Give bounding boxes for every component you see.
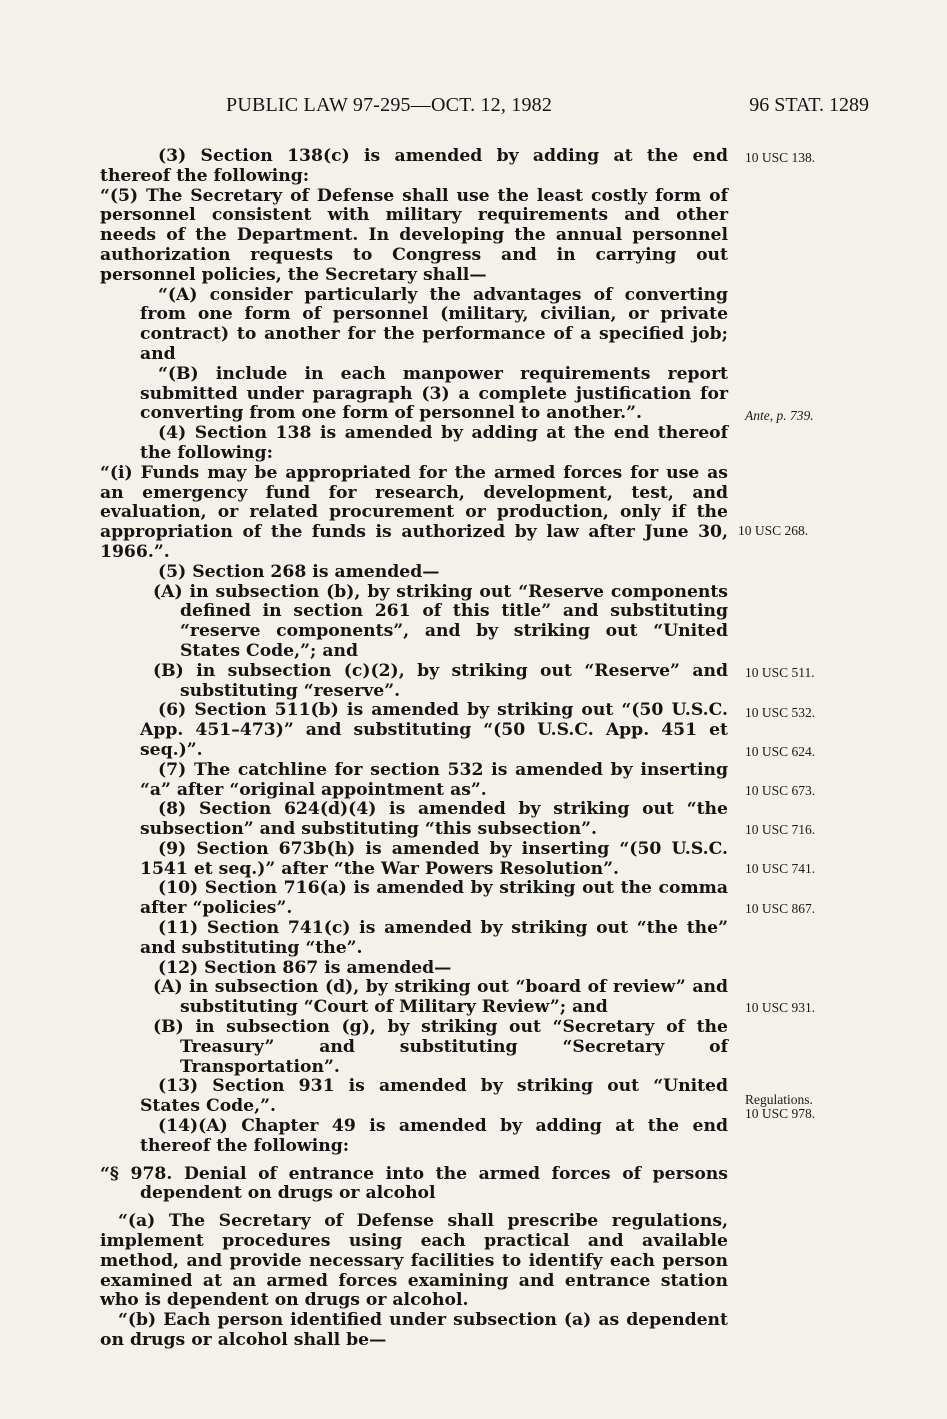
paragraph: (4) Section 138 is amended by adding at the end thereof the following: (140, 423, 728, 463)
margin-note: 10 USC 716. (745, 822, 816, 837)
paragraph: (13) Section 931 is amended by striking out “United States Code,”. (140, 1076, 728, 1117)
body-text (100, 147, 728, 1351)
margin-note: 10 USC 624. (745, 744, 816, 759)
paragraph: (10) Section 716(a) is amended by striking out the comma after “policies”. (140, 878, 728, 919)
paragraph: (7) The catchline for section 532 is amended by inserting “a” after “original appointment as”. (140, 759, 728, 800)
margin-note: 10 USC 511. (745, 665, 815, 680)
margin-note: 10 USC 138. (745, 150, 816, 165)
paragraph: (A) in subsection (d), by striking out “board of review” and substituting “Court of Military Review”; and (153, 977, 728, 1018)
paragraph: “(5) The Secretary of Defense shall use the least costly form of personnel consistent with military requirements and other needs of the Department. In developing the annual personnel authorization requests to Congress and in carrying out personnel policies, the Secretary shall— (100, 185, 728, 285)
paragraph: (11) Section 741(c) is amended by striking out “the the” and substituting “the”. (140, 918, 728, 958)
paragraph: “(b) Each person identified under subsection (a) as dependent on drugs or alcohol shall be— (100, 1310, 728, 1351)
margin-note: 10 USC 978. (745, 1106, 816, 1121)
paragraph: (3) Section 138(c) is amended by adding at the end thereof the following: (100, 146, 728, 186)
page-header-stat: 96 STAT. 1289 (749, 94, 869, 116)
page-header-title: PUBLIC LAW 97-295—OCT. 12, 1982 (226, 94, 553, 116)
margin-note: 10 USC 931. (745, 1000, 816, 1015)
paragraph: (5) Section 268 is amended— (158, 561, 440, 582)
paragraph: (B) in subsection (g), by striking out “Secretary of the Treasury” and substituting “Secretary of Transportation”. (153, 1017, 728, 1077)
paragraph: (14)(A) Chapter 49 is amended by adding at the end thereof the following: (140, 1116, 728, 1156)
margin-note: 10 USC 741. (745, 861, 816, 876)
margin-note: Ante, p. 739. (745, 408, 814, 423)
paragraph: (B) in subsection (c)(2), by striking out “Reserve” and substituting “reserve”. (153, 660, 728, 701)
paragraph: “(a) The Secretary of Defense shall prescribe regulations, implement procedures using each practical and available method, and provide necessary facilities to identify each person examined at an armed forces examining and entrance station who is dependent on drugs or alcohol. (100, 1211, 728, 1311)
paragraph: “(B) include in each manpower requirements report submitted under paragraph (3) a complete justification for converting from one form of personnel to another.”. (140, 363, 728, 424)
section-heading: “§ 978. Denial of entrance into the armed forces of persons dependent on drugs or alcohol (100, 1163, 728, 1204)
paragraph: (9) Section 673b(h) is amended by inserting “(50 U.S.C. 1541 et seq.)” after “the War Powers Resolution”. (140, 838, 728, 879)
paragraph: (12) Section 867 is amended— (158, 957, 452, 978)
margin-note: 10 USC 532. (745, 705, 816, 720)
paragraph: “(i) Funds may be appropriated for the armed forces for use as an emergency fund for research, development, test, and evaluation, or related procurement or production, only if the appropriation of the funds is authorized by law after June 30, 1966.”. (100, 462, 728, 562)
margin-note: Regulations. (745, 1092, 813, 1107)
margin-note: 10 USC 673. (745, 783, 816, 798)
margin-note: 10 USC 268. (738, 523, 809, 538)
paragraph: (8) Section 624(d)(4) is amended by striking out “the subsection” and substituting “this subsection”. (140, 799, 728, 840)
paragraph: “(A) consider particularly the advantages of converting from one form of personnel (military, civilian, or private contract) to another for the performance of a specified job; and (140, 284, 728, 364)
paragraph: (A) in subsection (b), by striking out “Reserve components defined in section 261 of this title” and substituting “reserve components”, and by striking out “United States Code,”; and (153, 581, 728, 661)
margin-note: 10 USC 867. (745, 901, 816, 916)
paragraph: (6) Section 511(b) is amended by striking out “(50 U.S.C. App. 451–473)” and substituting “(50 U.S.C. App. 451 et seq.)”. (140, 700, 728, 760)
